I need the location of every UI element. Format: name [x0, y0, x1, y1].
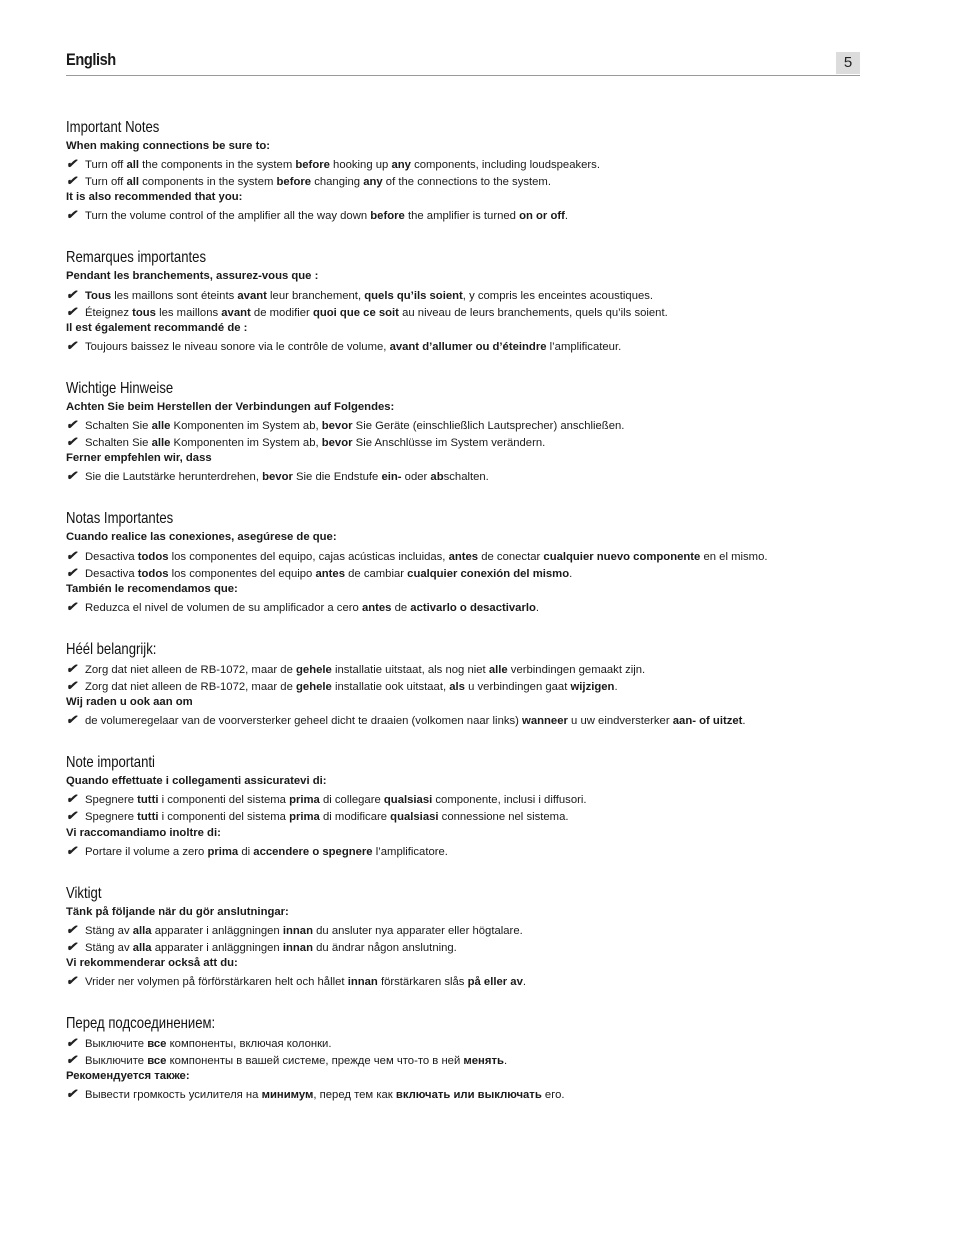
body-text: Schalten Sie [85, 420, 152, 433]
section-title: Wichtige Hinweise [66, 379, 174, 397]
emphasis-text: als [449, 680, 465, 693]
checklist-item [66, 790, 866, 807]
checkmark-icon: ✔ [66, 712, 77, 728]
body-text: Sie Anschlüsse im System verändern. [352, 437, 546, 450]
body-text: Portare il volume a zero [85, 845, 208, 858]
section-title: Перед подсоединением: [66, 1015, 216, 1033]
body-text: , перед тем как [313, 1089, 396, 1102]
emphasis-text: Tous [85, 289, 112, 302]
section-title: Remarques importantes [66, 249, 207, 267]
section-title: Note importanti [66, 754, 155, 772]
body-text: Stäng av [85, 924, 133, 937]
body-text: i componenti del sistema [158, 794, 290, 807]
body-text: , y compris les enceintes acoustiques. [462, 289, 654, 302]
section-title: Notas Importantes [66, 510, 174, 528]
emphasis-text: bevor [262, 471, 293, 484]
page-header [66, 50, 860, 76]
body-text: components in the system [139, 176, 277, 189]
body-text: componente, inclusi i diffusori. [432, 794, 587, 807]
checkmark-icon: ✔ [66, 973, 77, 989]
checklist-item [66, 921, 866, 938]
body-text: Éteignez [85, 306, 133, 319]
body-text: du ansluter nya apparater eller högtalare. [312, 924, 523, 937]
checkmark-icon: ✔ [66, 547, 77, 563]
body-text: Zorg dat niet alleen de RB-1072, maar de [85, 680, 297, 693]
body-text: of the connections to the system. [382, 176, 551, 189]
emphasis-text: aan- of uitzet [672, 715, 743, 728]
section-subheading: Wij raden u ook aan om [66, 696, 193, 709]
emphasis-text: все [147, 1055, 167, 1068]
checkmark-icon: ✔ [66, 808, 77, 824]
emphasis-text: alla [132, 941, 152, 954]
body-text: the components in the system [139, 159, 296, 172]
checkmark-icon: ✔ [66, 677, 77, 693]
emphasis-text: alla [132, 924, 152, 937]
body-text: les maillons sont éteints [111, 289, 238, 302]
emphasis-text: todos [137, 567, 169, 580]
emphasis-text: alle [488, 663, 508, 676]
body-text: du ändrar någon anslutning. [312, 941, 457, 954]
emphasis-text: qualsiasi [390, 811, 439, 824]
checkmark-icon: ✔ [66, 1052, 77, 1068]
emphasis-text: avant d’allumer ou d’éteindre [389, 340, 547, 353]
section-subheading: Vi raccomandiamo inoltre di: [66, 826, 221, 839]
emphasis-text: менять [463, 1055, 504, 1068]
checkmark-icon: ✔ [66, 1086, 77, 1102]
checklist-item [66, 1034, 866, 1051]
section-subheading: It is also recommended that you: [66, 191, 243, 204]
body-text: Spegnere [85, 794, 138, 807]
body-text: the amplifier is turned [404, 210, 520, 223]
page-number-badge: 5 [836, 52, 860, 74]
section-subheading: Cuando realice las conexiones, asegúrese de que: [66, 531, 337, 544]
section-subheading: Pendant les branchements, assurez-vous que : [66, 270, 319, 283]
body-text: Sie die Lautstärke herunterdrehen, [85, 471, 263, 484]
body-text: components, including loudspeakers. [410, 159, 600, 172]
body-text: au niveau de leurs branchements, quels qu’ils soient. [398, 306, 668, 319]
emphasis-text: prima [289, 811, 320, 824]
checklist-item [66, 711, 866, 728]
body-text: u verbindingen gaat [464, 680, 571, 693]
body-text: Вывести громкость усилителя на [85, 1089, 262, 1102]
body-text: Sie die Endstufe [292, 471, 382, 484]
page-language-title: English [66, 50, 116, 69]
checklist-item [66, 564, 866, 581]
body-text: Zorg dat niet alleen de RB-1072, maar de [85, 663, 297, 676]
section-title: Important Notes [66, 119, 160, 136]
checkmark-icon: ✔ [66, 921, 77, 937]
emphasis-text: tous [132, 306, 156, 319]
body-text: . [569, 567, 573, 580]
emphasis-text: ab [430, 471, 444, 484]
body-text: en el mismo. [700, 550, 768, 563]
checklist-item [66, 155, 866, 172]
checkmark-icon: ✔ [66, 303, 77, 319]
checkmark-icon: ✔ [66, 156, 77, 172]
emphasis-text: prima [207, 845, 239, 858]
body-text: Turn the volume control of the amplifier all the way down [85, 210, 371, 223]
emphasis-text: bevor [321, 420, 353, 433]
body-text: Desactiva [85, 567, 138, 580]
checklist-item [66, 660, 866, 677]
emphasis-text: antes [361, 601, 392, 614]
checklist-item [66, 677, 866, 694]
emphasis-text: qualsiasi [383, 794, 433, 807]
body-text: Turn off [85, 176, 127, 189]
emphasis-text: cualquier conexión del mismo [407, 567, 570, 580]
checklist-item [66, 598, 866, 615]
emphasis-text: gehele [296, 663, 332, 676]
body-text: förstärkaren slås [377, 976, 468, 989]
checklist-item [66, 337, 866, 354]
checklist-item [66, 467, 866, 484]
document-body [66, 117, 866, 1127]
checkmark-icon: ✔ [66, 938, 77, 954]
emphasis-text: quels qu’ils soient [364, 289, 463, 302]
section-subheading: Achten Sie beim Herstellen der Verbindungen auf Folgendes: [66, 400, 395, 413]
checkmark-icon: ✔ [66, 468, 77, 484]
body-text: los componentes del equipo [168, 567, 316, 580]
body-text: de modifier [250, 306, 313, 319]
notes-section [66, 117, 866, 223]
emphasis-text: any [363, 176, 383, 189]
emphasis-text: innan [347, 976, 378, 989]
emphasis-text: минимум [261, 1089, 314, 1102]
body-text: di modificare [319, 811, 391, 824]
emphasis-text: innan [282, 941, 313, 954]
notes-section [66, 752, 866, 858]
emphasis-text: all [126, 176, 140, 189]
body-text: Schalten Sie [85, 437, 152, 450]
body-text: installatie uitstaat, als nog niet [331, 663, 489, 676]
checkmark-icon: ✔ [66, 842, 77, 858]
emphasis-text: before [276, 176, 312, 189]
emphasis-text: before [370, 210, 405, 223]
body-text: Выключите [85, 1038, 148, 1051]
checkmark-icon: ✔ [66, 434, 77, 450]
section-subheading: Рекомендуется также: [66, 1070, 190, 1083]
checkmark-icon: ✔ [66, 337, 77, 353]
section-subheading: También le recomendamos que: [66, 582, 238, 595]
checklist-item [66, 286, 866, 303]
notes-section [66, 247, 866, 353]
checklist-item [66, 416, 866, 433]
emphasis-text: all [126, 159, 140, 172]
body-text: connessione nel sistema. [438, 811, 569, 824]
emphasis-text: på eller av [467, 976, 523, 989]
body-text: de volumeregelaar van de voorversterker geheel dicht te draaien (volkomen naar links) [85, 715, 523, 728]
body-text: changing [311, 176, 364, 189]
checkmark-icon: ✔ [66, 207, 77, 223]
body-text: компоненты в вашей системе, прежде чем что-то в ней [166, 1055, 464, 1068]
body-text: Reduzca el nivel de volumen de su amplificador a cero [85, 601, 362, 614]
emphasis-text: tutti [137, 794, 159, 807]
section-subheading: Tänk på följande när du gör anslutningar: [66, 905, 289, 918]
emphasis-text: wanneer [522, 715, 568, 728]
body-text: Spegnere [85, 811, 138, 824]
emphasis-text: before [295, 159, 330, 172]
body-text: его. [541, 1089, 565, 1102]
emphasis-text: wijzigen [570, 680, 615, 693]
body-text: l’amplificatore. [372, 845, 448, 858]
notes-section [66, 508, 866, 614]
checklist-item [66, 842, 866, 859]
checklist-item [66, 1051, 866, 1068]
body-text: oder [401, 471, 431, 484]
emphasis-text: avant [221, 306, 251, 319]
checkmark-icon: ✔ [66, 286, 77, 302]
emphasis-text: accendere o spegnere [253, 845, 373, 858]
notes-section [66, 1013, 866, 1102]
section-subheading: Il est également recommandé de : [66, 321, 248, 334]
body-text: l’amplificateur. [546, 340, 622, 353]
body-text: les maillons [155, 306, 222, 319]
body-text: Stäng av [85, 941, 133, 954]
body-text: Komponenten im System ab, [170, 437, 322, 450]
body-text: компоненты, включая колонки. [166, 1038, 332, 1051]
body-text: . [742, 715, 746, 728]
emphasis-text: quoi que ce soit [312, 306, 399, 319]
body-text: u uw eindversterker [567, 715, 673, 728]
emphasis-text: activarlo o desactivarlo [410, 601, 536, 614]
body-text: los componentes del equipo, cajas acústicas incluidas, [168, 550, 449, 563]
emphasis-text: все [147, 1038, 167, 1051]
checklist-item [66, 172, 866, 189]
body-text: di [238, 845, 254, 858]
body-text: Desactiva [85, 550, 138, 563]
body-text: de conectar [478, 550, 544, 563]
checklist-item [66, 547, 866, 564]
emphasis-text: avant [237, 289, 267, 302]
body-text: Vrider ner volymen på förförstärkaren helt och hållet [85, 976, 348, 989]
section-subheading: Ferner empfehlen wir, dass [66, 452, 212, 465]
checklist-item [66, 938, 866, 955]
notes-section [66, 378, 866, 484]
body-text: Komponenten im System ab, [170, 420, 322, 433]
checklist-item [66, 972, 866, 989]
checklist-item [66, 433, 866, 450]
checkmark-icon: ✔ [66, 791, 77, 807]
emphasis-text: cualquier nuevo componente [543, 550, 701, 563]
checkmark-icon: ✔ [66, 173, 77, 189]
checkmark-icon: ✔ [66, 417, 77, 433]
body-text: . [564, 210, 569, 223]
section-title: Viktigt [66, 884, 102, 902]
body-text: apparater i anläggningen [151, 941, 283, 954]
body-text: leur branchement, [266, 289, 365, 302]
body-text: hooking up [329, 159, 392, 172]
checklist-item [66, 1085, 866, 1102]
checkmark-icon: ✔ [66, 660, 77, 676]
emphasis-text: innan [282, 924, 313, 937]
body-text: verbindingen gemaakt zijn. [507, 663, 646, 676]
emphasis-text: any [391, 159, 411, 172]
body-text: . [535, 601, 540, 614]
emphasis-text: gehele [296, 680, 332, 693]
emphasis-text: ein- [381, 471, 402, 484]
section-subheading: Quando effettuate i collegamenti assicuratevi di: [66, 775, 327, 788]
checklist-item [66, 206, 866, 223]
emphasis-text: antes [448, 550, 479, 563]
body-text: schalten. [443, 471, 489, 484]
section-title: Héél belangrijk: [66, 640, 157, 658]
emphasis-text: tutti [137, 811, 159, 824]
body-text: apparater i anläggningen [151, 924, 283, 937]
emphasis-text: prima [289, 794, 320, 807]
body-text: di collegare [319, 794, 384, 807]
section-subheading: Vi rekommenderar också att du: [66, 957, 238, 969]
body-text: i componenti del sistema [158, 811, 290, 824]
checklist-item [66, 807, 866, 824]
emphasis-text: alle [151, 420, 171, 433]
body-text: . [503, 1055, 508, 1068]
emphasis-text: alle [151, 437, 171, 450]
body-text: Sie Geräte (einschließlich Lautsprecher) anschließen. [352, 420, 625, 433]
section-subheading: When making connections be sure to: [66, 140, 270, 152]
notes-section [66, 883, 866, 989]
emphasis-text: включать или выключать [395, 1089, 542, 1102]
body-text: . [522, 976, 526, 989]
emphasis-text: on or off [519, 210, 565, 223]
checkmark-icon: ✔ [66, 564, 77, 580]
body-text: . [614, 680, 618, 693]
checklist-item [66, 303, 866, 320]
body-text: Turn off [85, 159, 127, 172]
body-text: de cambiar [344, 567, 408, 580]
body-text: Выключите [85, 1055, 148, 1068]
notes-section [66, 639, 866, 728]
emphasis-text: antes [315, 567, 345, 580]
body-text: de [391, 601, 411, 614]
emphasis-text: todos [137, 550, 169, 563]
emphasis-text: bevor [321, 437, 353, 450]
body-text: installatie ook uitstaat, [331, 680, 450, 693]
checkmark-icon: ✔ [66, 598, 77, 614]
checkmark-icon: ✔ [66, 1035, 77, 1051]
body-text: Toujours baissez le niveau sonore via le contrôle de volume, [85, 340, 390, 353]
